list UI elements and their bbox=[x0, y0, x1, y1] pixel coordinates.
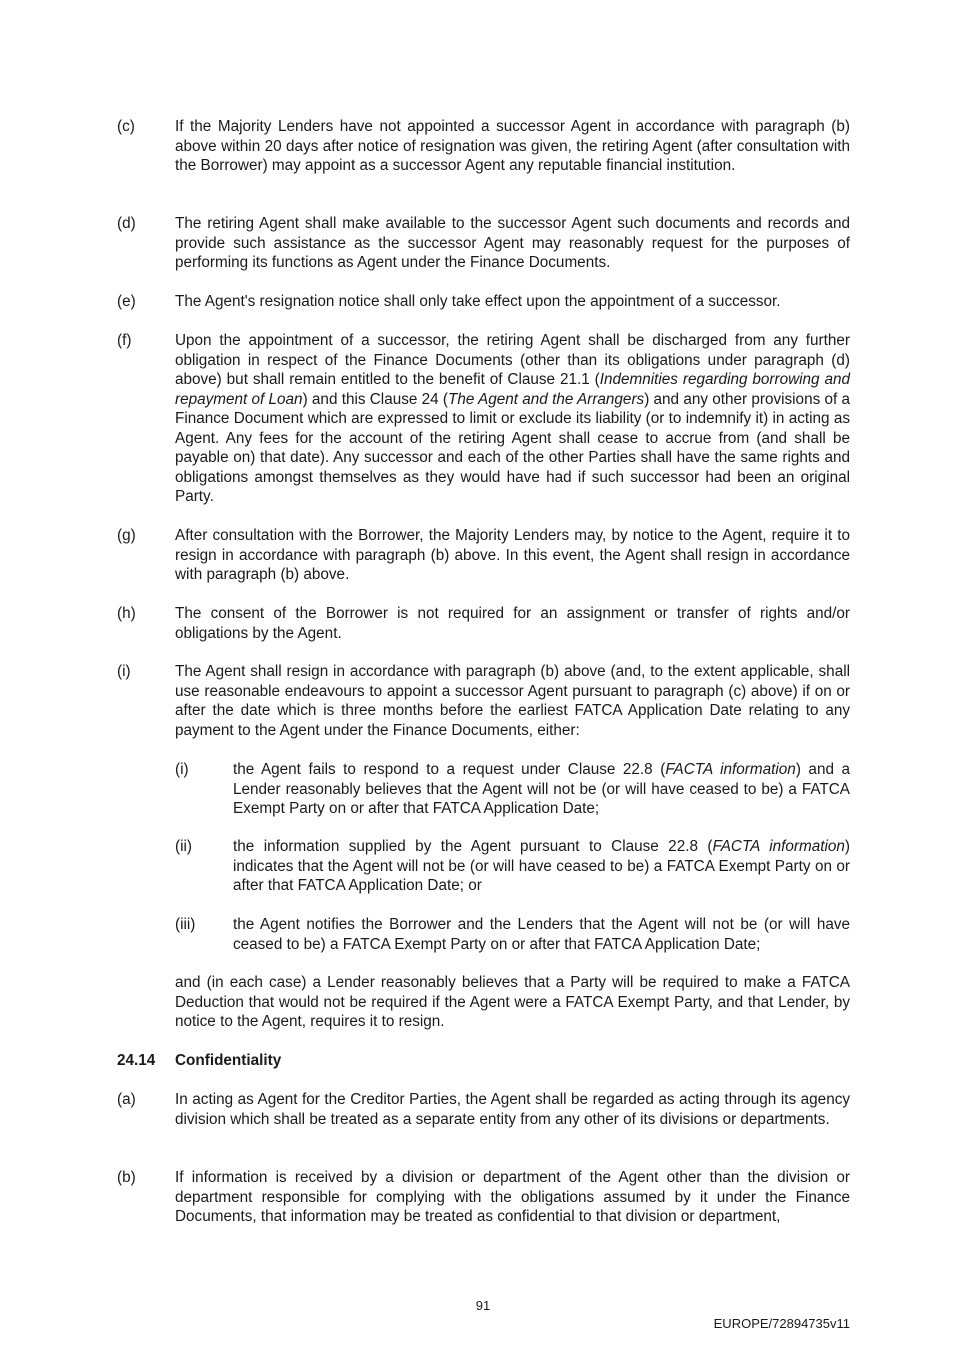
paragraph-text bbox=[175, 214, 850, 273]
italic-reference: FACTA information bbox=[712, 838, 845, 855]
paragraph-text bbox=[175, 292, 850, 312]
paragraph-label: (d) bbox=[117, 215, 136, 232]
page-number: 91 bbox=[475, 1298, 491, 1313]
subparagraph-text bbox=[233, 837, 850, 896]
text-segment: In acting as Agent for the Creditor Parties, the Agent shall be regarded as acting through its agency division which shall be treated as a separate entity from any other of its divisions or departments. bbox=[175, 1091, 850, 1128]
text-segment: If information is received by a division or department of the Agent other than the division or department responsible for complying with the obligations assumed by it under the Finance Documents, that information may be treated as confidential to that division or department, bbox=[175, 1169, 850, 1225]
text-segment: the Agent notifies the Borrower and the Lenders that the Agent will not be (or will have ceased to be) a FATCA Exempt Party on or after that FATCA Application Date; bbox=[233, 916, 850, 953]
paragraph-label: (h) bbox=[117, 605, 136, 622]
paragraph-text bbox=[175, 604, 850, 643]
document-reference: EUROPE/72894735v11 bbox=[713, 1316, 850, 1331]
subparagraph-text bbox=[233, 915, 850, 954]
paragraph-i-continuation: and (in each case) a Lender reasonably believes that a Party will be required to make a FATCA Deduction that would not be required if the Agent were a FATCA Exempt Party, and that Lender, by notice to the Agent, requires it to resign. bbox=[175, 974, 850, 1030]
paragraph-text bbox=[175, 662, 850, 740]
paragraph-label: (i) bbox=[117, 663, 131, 680]
text-segment: ) and a Lender reasonably believes that the Agent will not be (or will have ceased to be) a FATCA Exempt Party on or after that FATCA Application Date; bbox=[233, 761, 850, 817]
text-segment: ) and this Clause 24 ( bbox=[302, 390, 449, 408]
subparagraph-label: (i) bbox=[175, 761, 189, 778]
subparagraph-label: (ii) bbox=[175, 838, 192, 855]
text-segment: The consent of the Borrower is not required for an assignment or transfer of rights and/or obligations by the Agent. bbox=[175, 605, 850, 642]
paragraph-text bbox=[175, 331, 850, 507]
text-segment: The Agent shall resign in accordance with paragraph (b) above (and, to the extent applicable, shall use reasonable endeavours to appoint a successor Agent pursuant to paragraph (c) above) if on or after the date which is three months before the earliest FATCA Application Date relating to any payment to the Agent under the Finance Documents, either: bbox=[175, 663, 850, 739]
text-segment: ) indicates that the Agent will not be (or will have ceased to be) a FATCA Exempt Party on or after that FATCA Application Date; or bbox=[233, 838, 850, 894]
text-segment: The Agent's resignation notice shall only take effect upon the appointment of a successor. bbox=[175, 293, 781, 310]
text-segment: After consultation with the Borrower, the Majority Lenders may, by notice to the Agent, require it to resign in accordance with paragraph (b) above. In this event, the Agent shall resign in accordance with paragraph (b) above. bbox=[175, 527, 850, 583]
text-segment: ) and any other provisions of a Finance Document which are expressed to limit or exclude its liability (or to indemnify it) in acting as Agent. Any fees for the account of the retiring Agent shall cease to accrue from (and shall be payable on) that date). Any successor and each of the other Parties shall have the same rights and obligations amongst themselves as they would have had if such successor had been an original Party. bbox=[175, 390, 850, 505]
italic-reference: The Agent and the Arrangers bbox=[448, 390, 645, 408]
text-segment: Upon the appointment of a successor, the retiring Agent shall be discharged from any further obligation in respect of the Finance Documents (other than its obligations under paragraph (d) above) but shall remain entitled to the benefit of Clause 21.1 ( bbox=[175, 332, 850, 388]
section-number: 24.14 bbox=[117, 1052, 156, 1069]
paragraph-text bbox=[175, 1168, 850, 1227]
paragraph-label: (e) bbox=[117, 293, 136, 310]
section-title: Confidentiality bbox=[175, 1052, 282, 1069]
text-segment: the Agent fails to respond to a request under Clause 22.8 ( bbox=[233, 761, 666, 778]
subparagraph-text bbox=[233, 760, 850, 819]
paragraph-text bbox=[175, 1090, 850, 1129]
paragraph-label: (g) bbox=[117, 527, 136, 544]
paragraph-label: (a) bbox=[117, 1091, 136, 1108]
subparagraph-label: (iii) bbox=[175, 916, 196, 933]
paragraph-label: (c) bbox=[117, 118, 135, 135]
paragraph-text bbox=[175, 526, 850, 585]
text-segment: If the Majority Lenders have not appointed a successor Agent in accordance with paragraph (b) above within 20 days after notice of resignation was given, the retiring Agent (after consultation with the Borrower) may appoint as a successor Agent any reputable financial institution. bbox=[175, 118, 850, 174]
paragraph-label: (f) bbox=[117, 332, 132, 349]
italic-reference: FACTA information bbox=[665, 761, 796, 778]
paragraph-text bbox=[175, 117, 850, 176]
italic-reference: Indemnities regarding borrowing and repayment of Loan bbox=[175, 371, 850, 408]
text-segment: the information supplied by the Agent pursuant to Clause 22.8 ( bbox=[233, 838, 713, 855]
text-segment: The retiring Agent shall make available to the successor Agent such documents and records and provide such assistance as the successor Agent may reasonably request for the purposes of performing its functions as Agent under the Finance Documents. bbox=[175, 215, 850, 271]
paragraph-label: (b) bbox=[117, 1169, 136, 1186]
